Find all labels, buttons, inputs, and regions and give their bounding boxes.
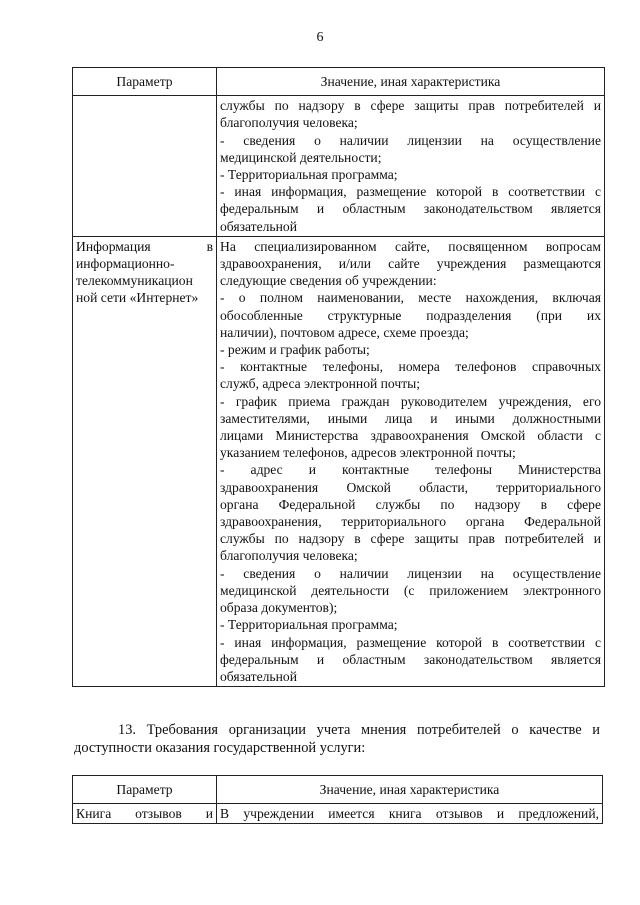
page-number: 6 (316, 30, 324, 45)
value-line: благополучия человека; (220, 548, 358, 564)
value-line: здравоохранения Омской области, территориального (220, 479, 601, 495)
parameters-table-continued (72, 67, 605, 687)
value-cell-review-book (217, 804, 603, 824)
value-line: На специализированном сайте, посвященном вопросам (220, 238, 601, 254)
table-header-row (73, 776, 603, 804)
header-parameter: Параметр (73, 776, 217, 804)
value-line: В учреждении имеется книга отзывов и предложений, (220, 806, 599, 822)
value-cell-internet (217, 236, 605, 686)
value-line: - сведения о наличии лицензии на осуществление (220, 132, 601, 148)
value-line: - Территориальная программа; (220, 617, 398, 633)
value-line: лицами Министерства здравоохранения Омской области с (220, 428, 601, 444)
param-cell-empty (73, 96, 217, 237)
header-value: Значение, иная характеристика (217, 776, 603, 804)
value-line: службы по надзору в сфере защиты прав потребителей и (220, 531, 601, 547)
value-line: служб, адреса электронной почты; (220, 376, 421, 392)
value-line: - о полном наименовании, месте нахождения, включая (220, 290, 601, 306)
value-line: - контактные телефоны, номера телефонов справочных (220, 359, 601, 375)
value-line: заместителями, иными лица и иными должностными (220, 410, 601, 426)
table-row (73, 96, 605, 237)
value-line: образа документов); (220, 600, 338, 616)
paragraph-line: доступности оказания государственной услуги: (74, 740, 366, 756)
value-line: медицинской деятельности; (220, 149, 382, 165)
value-line: здравоохранения, территориального органа Федеральной (220, 514, 601, 530)
table-row (73, 236, 605, 686)
value-cell-continuation (217, 96, 605, 237)
param-line: ной сети «Интернет» (76, 290, 199, 306)
value-line: следующие сведения об учреждении: (220, 273, 437, 289)
paragraph-line: 13. Требования организации учета мнения потребителей о качестве и (118, 722, 600, 738)
value-line: обязательной (220, 668, 297, 684)
param-cell-internet (73, 236, 217, 686)
value-line: здравоохранения, и/или сайте учреждения размещаются (220, 256, 601, 272)
value-line: благополучия человека; (220, 115, 358, 131)
value-line: - сведения о наличии лицензии на осуществление (220, 565, 601, 581)
value-line: указанием телефонов, адресов электронной почты; (220, 445, 516, 461)
table-row (73, 804, 603, 824)
value-line: обособленные структурные подразделения (при их (220, 307, 601, 323)
value-line: - режим и график работы; (220, 342, 370, 358)
header-value: Значение, иная характеристика (217, 68, 605, 96)
value-line: федеральным и областным законодательством является (220, 201, 601, 217)
value-line: обязательной (220, 218, 297, 234)
value-line: службы по надзору в сфере защиты прав потребителей и (220, 98, 601, 114)
consumer-opinion-table (72, 775, 603, 824)
value-line: наличии), почтовом адресе, схеме проезда; (220, 324, 469, 340)
param-line: информационно- (76, 256, 175, 272)
value-line: - график приема граждан руководителем учреждения, его (220, 393, 601, 409)
table-header-row (73, 68, 605, 96)
header-parameter: Параметр (73, 68, 217, 96)
param-line: телекоммуникацион (76, 273, 193, 289)
value-line: федеральным и областным законодательством является (220, 651, 601, 667)
param-line: Информация в (76, 238, 213, 254)
value-line: - Территориальная программа; (220, 167, 398, 183)
section-13-paragraph (74, 721, 600, 757)
param-line: Книга отзывов и (76, 806, 213, 822)
value-line: - адрес и контактные телефоны Министерства (220, 462, 601, 478)
value-line: - иная информация, размещение которой в соответствии с (220, 634, 601, 650)
value-line: органа Федеральной службы по надзору в сфере (220, 496, 601, 512)
value-line: - иная информация, размещение которой в соответствии с (220, 184, 601, 200)
value-line: медицинской деятельности (с приложением электронного (220, 582, 601, 598)
param-cell-review-book (73, 804, 217, 824)
